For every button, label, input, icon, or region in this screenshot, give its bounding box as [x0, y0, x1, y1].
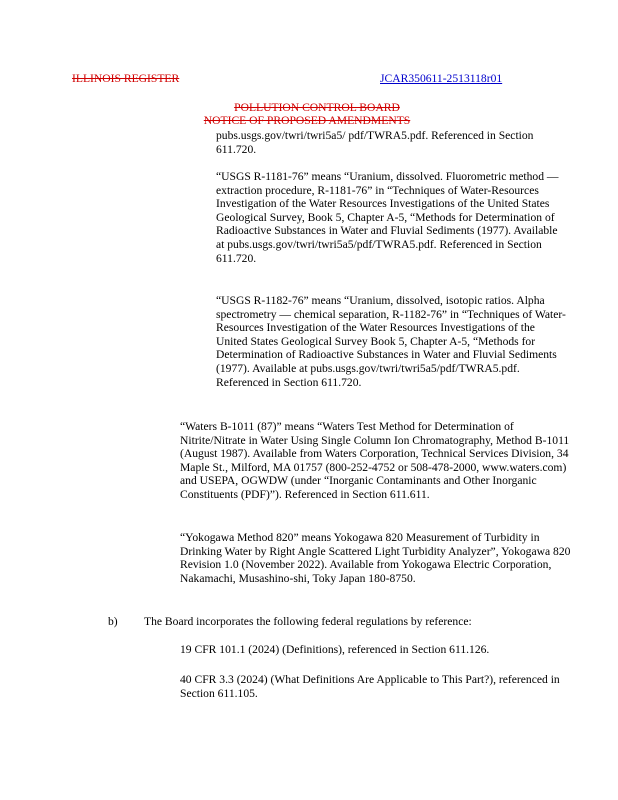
agency-title: POLLUTION CONTROL BOARD	[234, 101, 400, 114]
jcar-code-main: JCAR350611-2513118r	[380, 72, 491, 85]
subsection-marker: b)	[108, 615, 118, 628]
definition-usgs-r-1182-76: “USGS R-1182-76” means “Uranium, dissolved, isotopic ratios. Alpha spectrometry — chemical separation, R-1182-76” in “Techniques of Water-Resources Investigation of the Water Resources Investigations of the United States Geological Survey Book 5, Chapter A-5, “Methods for Determination of Radioactive Substances in Water and Fluvial Sediments (1977). Available at pubs.usgs.gov/twri/twri5a5/pdf/TWRA5.pdf. Referenced in Section 611.720.	[216, 294, 566, 389]
notice-title: NOTICE OF PROPOSED AMENDMENTS	[203, 114, 411, 127]
cfr-entry-19-101-1: 19 CFR 101.1 (2024) (Definitions), referenced in Section 611.126.	[180, 643, 490, 656]
definition-continuation: pubs.usgs.gov/twri/twri5a5/ pdf/TWRA5.pdf. Referenced in Section 611.720.	[216, 129, 534, 156]
jcar-code-revision: 01	[490, 72, 503, 85]
subsection-b-text: The Board incorporates the following federal regulations by reference:	[144, 615, 472, 628]
definition-waters-b-1011: “Waters B-1011 (87)” means “Waters Test Method for Determination of Nitrite/Nitrate in Water Using Single Column Ion Chromatography, Method B-1011 (August 1987). Available from Waters Corporation, Technical Services Division, 34 Maple St., Milford, MA 01757 (800-252-4752 or 508-478-2000, www.waters.com) and USEPA, OGWDW (under “Inorganic Contaminants and Other Inorganic Constituents (PDF)”). Referenced in Section 611.611.	[180, 420, 570, 501]
cfr-entry-40-3-3: 40 CFR 3.3 (2024) (What Definitions Are Applicable to This Part?), referenced in Section 611.105.	[180, 673, 560, 700]
register-name: ILLINOIS REGISTER	[72, 72, 180, 85]
definition-yokogawa-820: “Yokogawa Method 820” means Yokogawa 820 Measurement of Turbidity in Drinking Water by Right Angle Scattered Light Turbidity Analyzer”, Yokogawa 820 Revision 1.0 (November 2022). Available from Yokogawa Electric Corporation, Nakamachi, Musashino-shi, Toky Japan 180-8750.	[180, 531, 571, 585]
jcar-code	[380, 72, 502, 86]
definition-usgs-r-1181-76: “USGS R-1181-76” means “Uranium, dissolved. Fluorometric method — extraction procedure, R-1181-76” in “Techniques of Water-Resources Investigation of the Water Resources Investigations of the United States Geological Survey, Book 5, Chapter A-5, “Methods for Determination of Radioactive Substances in Water and Fluvial Sediments (1977). Available at pubs.usgs.gov/twri/twri5a5/pdf/TWRA5.pdf. Referenced in Section 611.720.	[216, 170, 559, 265]
